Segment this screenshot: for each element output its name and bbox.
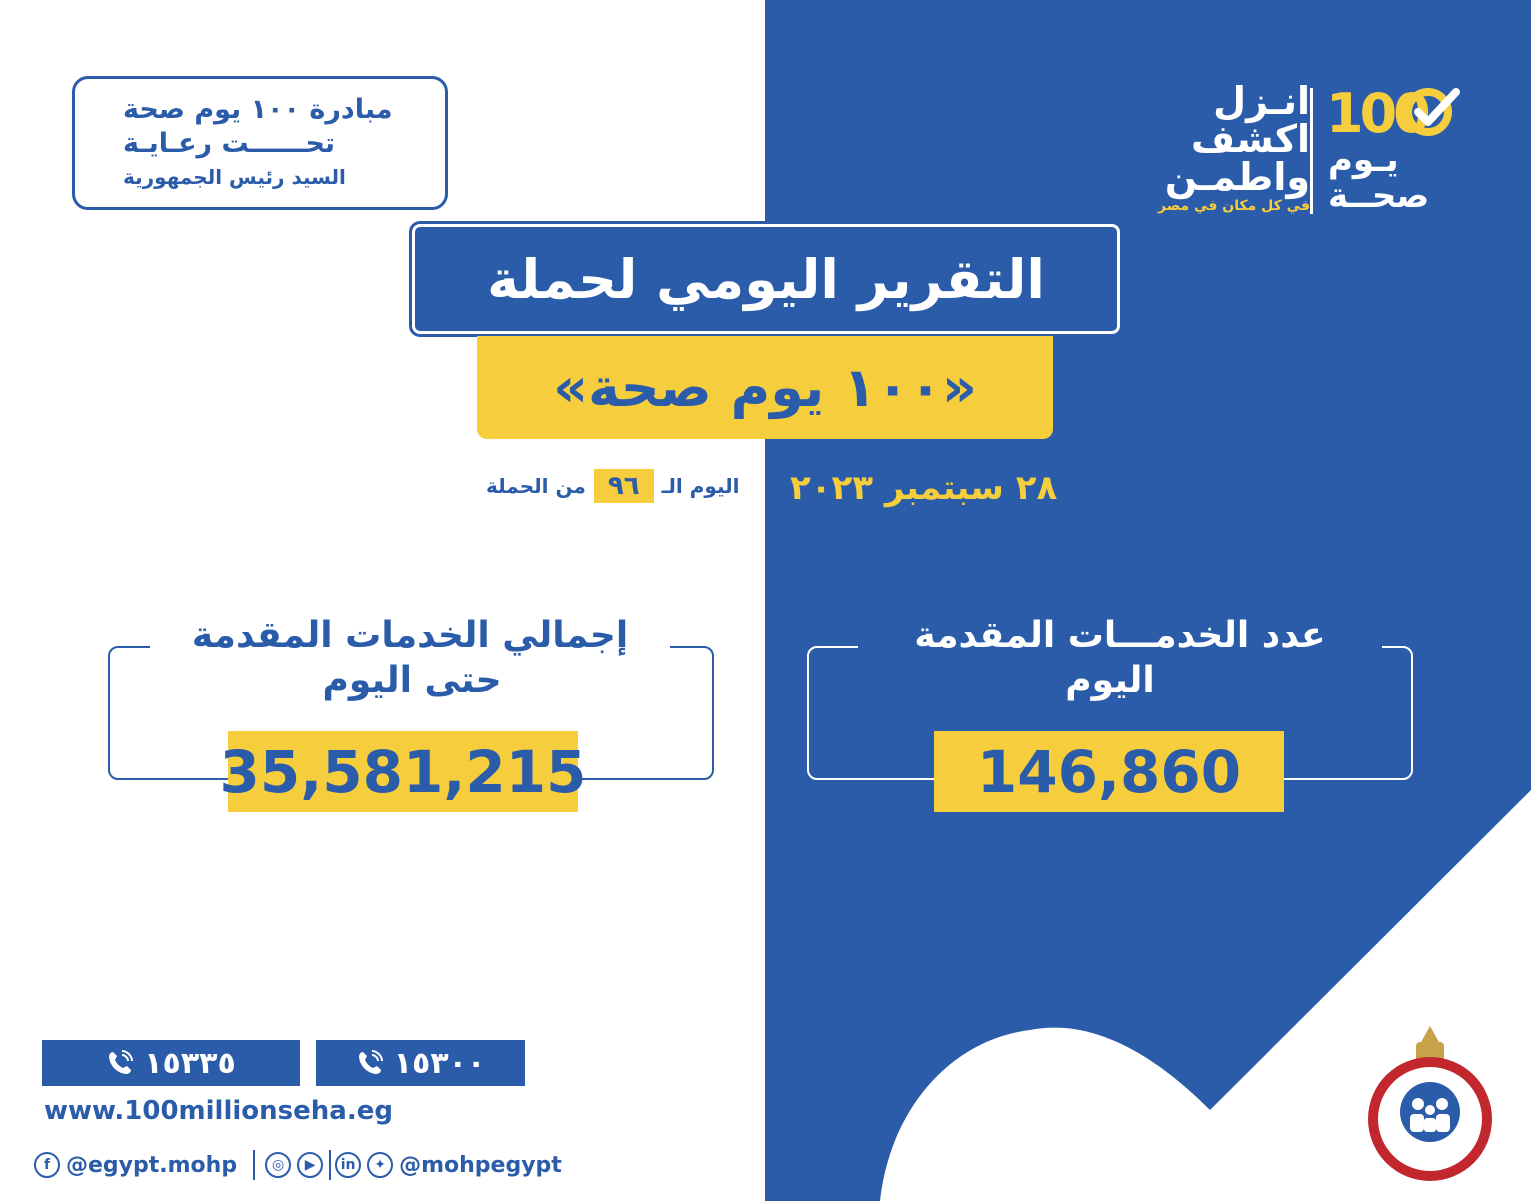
logo-divider [1310, 88, 1313, 214]
hotline-2-number: ١٥٣٠٠ [393, 1045, 486, 1081]
patronage-box [72, 76, 448, 210]
today-services-subtitle: اليوم [1065, 660, 1155, 701]
campaign-name: «١٠٠ يوم صحة» [477, 336, 1053, 439]
report-date: ٢٨ سبتمبر ٢٠٢٣ [790, 468, 1058, 508]
website-link[interactable]: www.100millionseha.eg [44, 1096, 393, 1126]
slogan-line-2: اكشف [1190, 117, 1310, 161]
phone-icon [106, 1049, 134, 1077]
social-divider [329, 1150, 331, 1180]
hotline-1-number: ١٥٣٣٥ [144, 1045, 236, 1081]
slogan-line-3: واطمـن [1164, 155, 1310, 199]
linkedin-icon[interactable]: in [335, 1152, 361, 1178]
hotline-1[interactable] [42, 1040, 300, 1086]
today-services-value: 146,860 [934, 731, 1284, 812]
social-links [34, 1150, 568, 1180]
today-services-title: عدد الخدمـــات المقدمة [858, 612, 1382, 660]
total-services-value: 35,581,215 [228, 731, 578, 812]
day-prefix: اليوم الـ [661, 474, 740, 498]
social-divider [253, 1150, 255, 1180]
logo-tagline: في كل مكان في مصر [1158, 198, 1310, 214]
instagram-icon[interactable]: ◎ [265, 1152, 291, 1178]
phone-icon [356, 1049, 384, 1077]
check-icon [1402, 86, 1460, 136]
logo-number: 100 [1326, 82, 1427, 145]
youtube-icon[interactable]: ▶ [297, 1152, 323, 1178]
facebook-handle[interactable]: @egypt.mohp [66, 1152, 238, 1178]
campaign-day [486, 466, 739, 506]
facebook-icon[interactable]: f [34, 1152, 60, 1178]
total-services-subtitle: حتى اليوم [322, 660, 502, 701]
campaign-logo [1158, 79, 1470, 222]
patron-line-2: تحــــــت رعـايـة [123, 128, 336, 159]
social-handle[interactable]: @mohpegypt [399, 1152, 562, 1178]
logo-word-2: صحــة [1328, 176, 1430, 216]
twitter-icon[interactable]: ✦ [367, 1152, 393, 1178]
slogan-line-1: انـزل [1213, 79, 1310, 123]
logo-word-1: يـوم [1328, 140, 1399, 180]
day-suffix: من الحملة [486, 474, 586, 498]
patron-line-3: السيد رئيس الجمهورية [123, 165, 346, 189]
patron-line-1: مبادرة ١٠٠ يوم صحة [123, 94, 393, 125]
day-number-badge: ٩٦ [594, 469, 654, 503]
hotline-2[interactable] [316, 1040, 525, 1086]
ministry-emblem [1360, 1024, 1500, 1184]
logo-slogan [1164, 79, 1310, 199]
report-title: التقرير اليومي لحملة [412, 224, 1120, 334]
total-services-title: إجمالي الخدمات المقدمة [150, 612, 670, 660]
